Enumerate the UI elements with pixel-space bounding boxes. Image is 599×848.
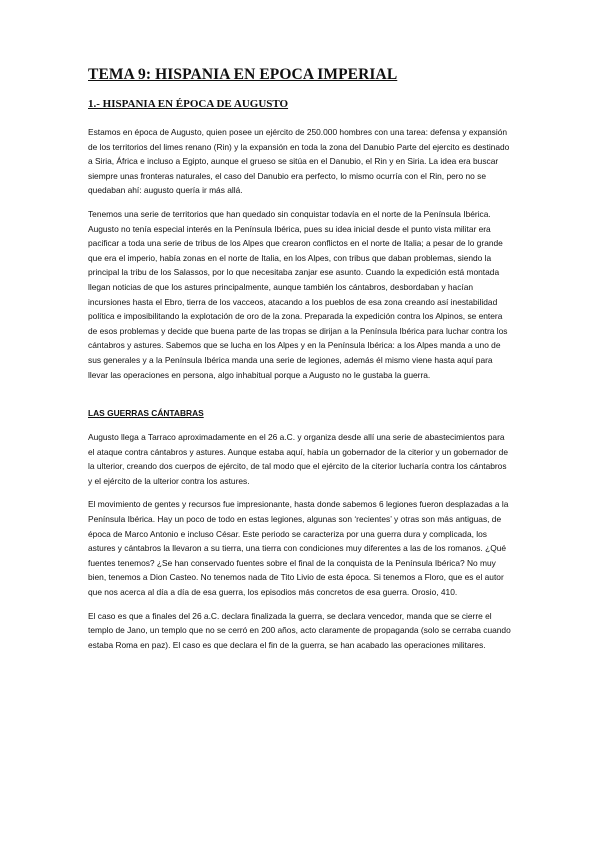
paragraph: Estamos en época de Augusto, quien posee un ejército de 250.000 hombres con una tarea: defensa y expansión de los territorios del limes renano (Rin) y la expansión en toda la zona del Danubio Parte del ejercito es destinado a Siria, África e incluso a Egipto, aunque el grueso se sitúa en el Danubio, el Rin y en Siria. La idea era buscar siempre unas fronteras naturales, el caso del Danubio era perfecto, lo mismo ocurría con el Rin, pero no se quedaban ahí: augusto quería ir más allá. — [88, 127, 510, 196]
section-heading-guerras-cantabras: LAS GUERRAS CÁNTABRAS — [88, 408, 204, 419]
document-title: TEMA 9: HISPANIA EN EPOCA IMPERIAL — [88, 66, 398, 83]
paragraph: El caso es que a finales del 26 a.C. declara finalizada la guerra, se declara vencedor, manda que se cierre el templo de Jano, un templo que no se cerró en 200 años, acto claramente de propaganda (solo se cerraba cuando estaba Roma en paz). El caso es que declara el fin de la guerra, se han acabado las operaciones militares. — [88, 610, 511, 650]
paragraph: Tenemos una serie de territorios que han quedado sin conquistar todavía en el norte de la Península Ibérica. Augusto no tenía especial interés en la Península Ibérica, pues su idea inicial desde el punto vista militar era pacificar a toda una serie de tribus de los Alpes que crearon conflictos en el norte de Italia; a pesar de lo grande que era el imperio, había zonas en el norte de Italia, en los Alpes, con tribus que daban problemas, siendo la principal la tribu de los Salassos, por lo que necesitaba zanjar ese asunto. Cuando la expedición está montada llegan noticias de que los astures principalmente, aunque también los cántabros, desbordaban y hacían incursiones hasta el Ebro, tierra de los vacceos, atacando a los pueblos de esa zona creando así inestabilidad política e imposibilitando la explotación de oro de la zona. Preparada la expedición contra los Alpinos, se entera de esos problemas y decide que buena parte de las tropas se dirijan a la Península Ibérica para luchar contra los cántabros y astures. Sabemos que se lucha en los Alpes y en la Península Ibérica: a los Alpes manda a uno de sus generales y a la Península Ibérica manda una serie de legiones, además él mismo viene hasta aquí para llevar las operaciones en persona, algo inhabitual porque a Augusto no le gustaba la guerra. — [88, 208, 508, 380]
paragraph: Augusto llega a Tarraco aproximadamente en el 26 a.C. y organiza desde allí una serie de abastecimientos para el ataque contra cántabros y astures. Aunque estaba aquí, había un gobernador de la citerior y un gobernador de la ulterior, creando dos cuerpos de ejército, de tal modo que el ejército de la citerior lucharía contra los cántabros y el ejército de la ulterior contra los astures. — [88, 432, 508, 486]
section-title-augusto: 1.- HISPANIA EN ÉPOCA DE AUGUSTO — [88, 98, 289, 110]
paragraph: El movimiento de gentes y recursos fue impresionante, hasta donde sabemos 6 legiones fueron desplazadas a la Península Ibérica. Hay un poco de todo en estas legiones, algunas son ‘recientes’ y otras son más antiguas, de época de Marco Antonio e incluso César. Este periodo se caracteriza por una guerra dura y complicada, los astures y cántabros la llevaron a su tierra, una tierra con condiciones muy diferentes a las de los romanos. ¿Qué fuentes tenemos? ¿Se han conservado fuentes sobre el final de la conquista de la Península Ibérica? No muy bien, tenemos a Dion Casteo. No tenemos nada de Tito Livio de esta época. Si tenemos a Floro, que es el autor que nos acerca al día a día de esa guerra, los episodios más concretos de esa guerra. Orosio, 410. — [88, 499, 509, 598]
